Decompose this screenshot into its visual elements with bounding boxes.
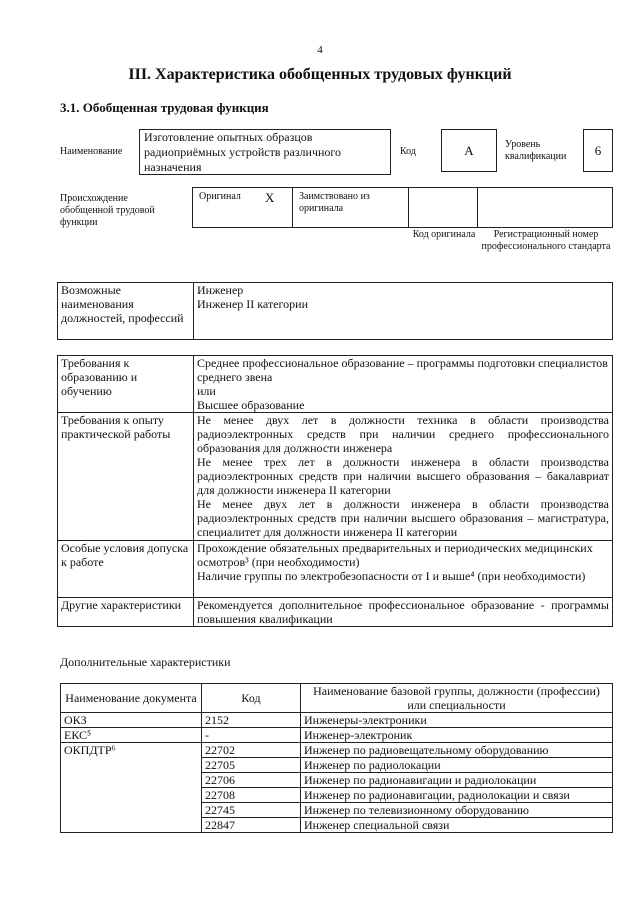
- req-line: Не менее трех лет в должности инженера в области производства радиоэлектронных средств при наличии высшего образования – бакалавриат для должности инженера II категории: [197, 455, 609, 497]
- code-cell: 22708: [202, 788, 301, 803]
- code-cell: 22847: [202, 818, 301, 833]
- name-cell: Инженер специальной связи: [301, 818, 613, 833]
- reg-number-cell: [477, 187, 613, 228]
- borrowed-cell: [292, 187, 409, 228]
- doc-cell: ОКЗ: [61, 713, 202, 728]
- level-label: Уровень квалификации: [505, 139, 567, 162]
- name-value: Изготовление опытных образцов радиоприёмных устройств различного назначения: [139, 129, 391, 175]
- original-mark: X: [265, 190, 275, 205]
- req-value-other: [194, 598, 613, 627]
- name-label: Наименование: [60, 146, 123, 157]
- table-row: [61, 743, 613, 758]
- additional-table: [60, 683, 613, 833]
- req-value-education: [194, 356, 613, 413]
- code-cell: 22702: [202, 743, 301, 758]
- name-cell: Инженер по радиолокации: [301, 758, 613, 773]
- name-cell: Инженер по радионавигации и радиолокации: [301, 773, 613, 788]
- code-value: А: [441, 129, 497, 172]
- code-cell: 22745: [202, 803, 301, 818]
- page-number: 4: [317, 44, 323, 56]
- doc-cell: ОКПДТР⁶: [61, 743, 202, 833]
- code-cell: 22706: [202, 773, 301, 788]
- additional-header-row: [61, 684, 613, 713]
- table-row: [61, 728, 613, 743]
- subsection-title: 3.1. Обобщенная трудовая функция: [60, 100, 269, 115]
- col-name-header: Наименование базовой группы, должности (профессии) или специальности: [301, 684, 613, 713]
- req-row-other: [58, 598, 613, 627]
- req-value-experience: [194, 413, 613, 541]
- requirements-table: [57, 355, 613, 627]
- table-row: [61, 713, 613, 728]
- level-value: 6: [583, 129, 613, 172]
- positions-row: [58, 283, 613, 340]
- original-label: Оригинал: [199, 191, 241, 202]
- req-label-conditions: Особые условия допуска к работе: [58, 541, 194, 598]
- req-row-education: [58, 356, 613, 413]
- req-label-other: Другие характеристики: [58, 598, 194, 627]
- req-line: Наличие группы по электробезопасности от I и выше⁴ (при необходимости): [197, 569, 586, 583]
- positions-table: [57, 282, 613, 340]
- name-cell: Инженер-электроник: [301, 728, 613, 743]
- req-row-conditions: [58, 541, 613, 598]
- section-title: III. Характеристика обобщенных трудовых функций: [128, 66, 512, 83]
- code-label: Код: [400, 146, 416, 157]
- code-cell: 22705: [202, 758, 301, 773]
- code-cell: -: [202, 728, 301, 743]
- additional-title: Дополнительные характеристики: [60, 655, 231, 669]
- req-line: Прохождение обязательных предварительных и периодических медицинских осмотров³ (при необходимости): [197, 541, 593, 569]
- req-line: Не менее двух лет в должности инженера в области производства радиоэлектронных средств при наличии высшего образования – магистратура, специалитет для должности инженера II категории: [197, 497, 609, 539]
- col-code-header: Код: [202, 684, 301, 713]
- req-line: или: [197, 384, 216, 398]
- req-line: Рекомендуется дополнительное профессиональное образование - программы повышения квалификации: [197, 598, 609, 626]
- positions-values: [194, 283, 613, 340]
- req-value-conditions: [194, 541, 613, 598]
- name-cell: Инженеры-электроники: [301, 713, 613, 728]
- borrowed-label: Заимствовано из оригинала: [299, 191, 370, 214]
- name-cell: Инженер по телевизионному оборудованию: [301, 803, 613, 818]
- origin-code-label: Код оригинала: [412, 229, 476, 240]
- position-2: Инженер II категории: [197, 297, 308, 311]
- req-line: Не менее двух лет в должности техника в области производства радиоэлектронных средств при наличии среднего профессионального образования для должности инженера: [197, 413, 609, 455]
- doc-cell: ЕКС⁵: [61, 728, 202, 743]
- name-cell: Инженер по радиовещательному оборудованию: [301, 743, 613, 758]
- origin-code-cell: [408, 187, 478, 228]
- reg-number-label: Регистрационный номер профессионального стандарта: [481, 229, 611, 252]
- code-cell: 2152: [202, 713, 301, 728]
- req-label-education: Требования к образованию и обучению: [58, 356, 194, 413]
- positions-label: Возможные наименования должностей, профессий: [58, 283, 194, 340]
- req-row-experience: [58, 413, 613, 541]
- origin-label: Происхождение обобщенной трудовой функции: [60, 193, 155, 228]
- position-1: Инженер: [197, 283, 244, 297]
- req-label-experience: Требования к опыту практической работы: [58, 413, 194, 541]
- name-cell: Инженер по радионавигации, радиолокации и связи: [301, 788, 613, 803]
- req-line: Высшее образование: [197, 398, 305, 412]
- req-line: Среднее профессиональное образование – программы подготовки специалистов среднего звена: [197, 356, 608, 384]
- col-doc-header: Наименование документа: [61, 684, 202, 713]
- original-cell: [192, 187, 293, 228]
